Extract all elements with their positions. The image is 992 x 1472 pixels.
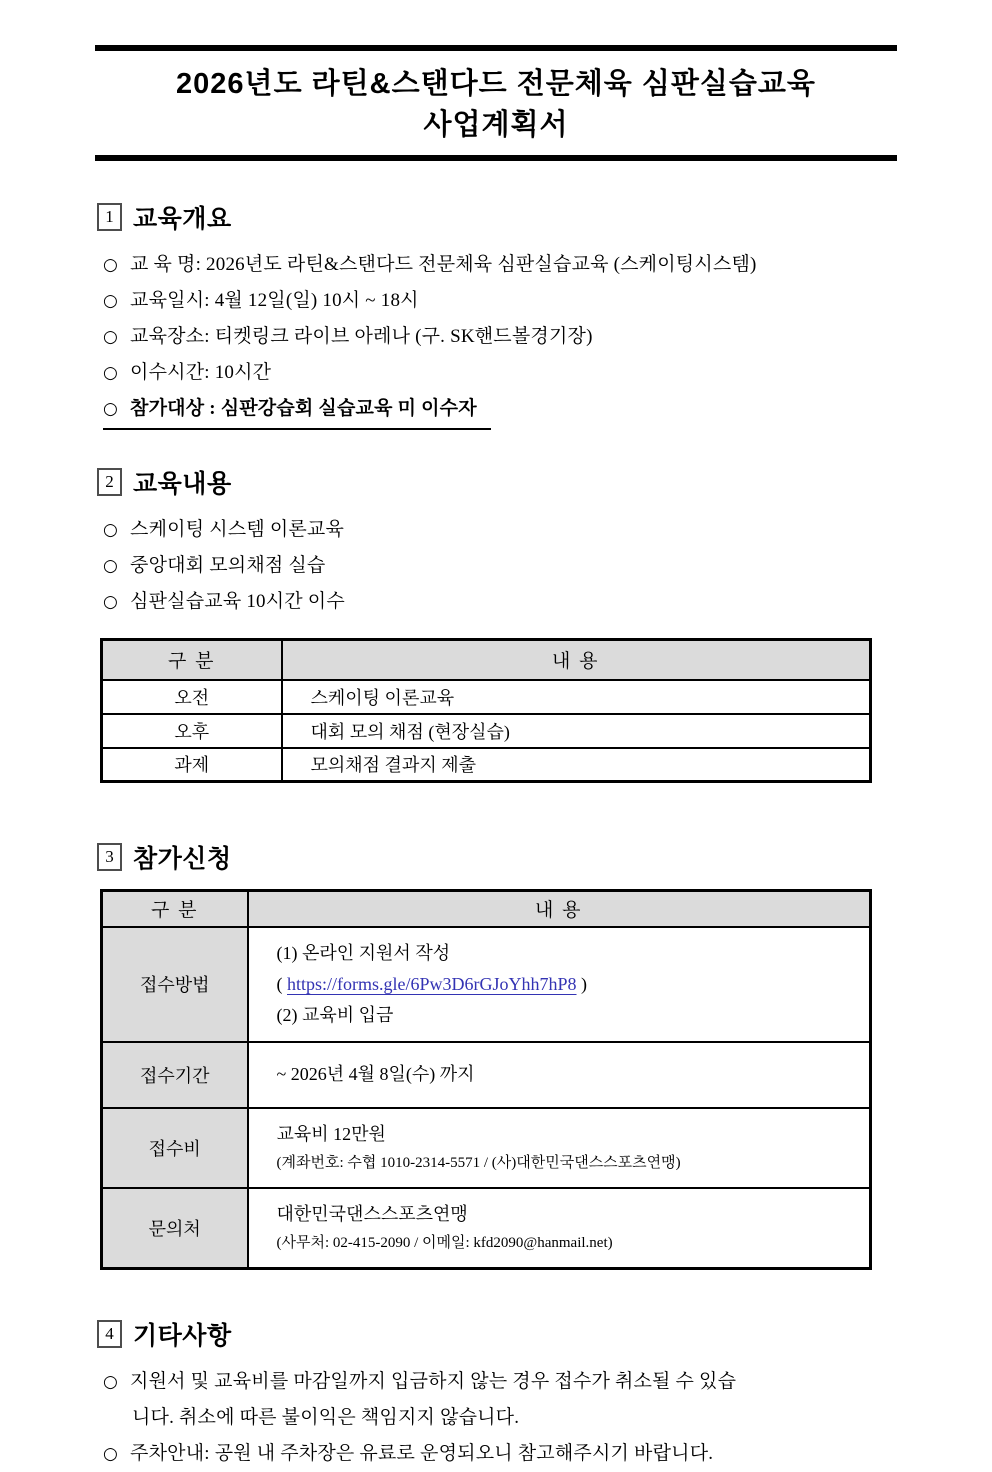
list-item-highlight (95, 391, 897, 430)
row-label: 과제 (102, 748, 282, 782)
section-number-box: 3 (97, 843, 122, 871)
content-bullet-list (95, 512, 897, 620)
circle-bullet-icon: ○ (103, 327, 119, 347)
circle-bullet-icon: ○ (103, 399, 119, 419)
period-text: ~ 2026년 4월 8일(수) 까지 (276, 1064, 475, 1084)
list-item (95, 1436, 897, 1472)
row-label: 접수기간 (102, 1042, 248, 1108)
schedule-table (100, 638, 872, 783)
contact-org: 대한민국댄스스포츠연맹 (276, 1203, 468, 1224)
list-item (95, 1364, 897, 1400)
section-heading-application (97, 839, 897, 875)
column-header-category: 구 분 (102, 891, 248, 927)
fee-account: (계좌번호: 수협 1010-2314-5571 / (사)대한민국댄스스포츠연맹) (276, 1154, 681, 1171)
section-heading-label: 기타사항 (133, 1321, 232, 1350)
highlight-underline (103, 391, 491, 430)
list-item (95, 283, 897, 319)
section-overview (95, 199, 897, 430)
section-number-box: 1 (97, 203, 122, 231)
section-heading-label: 참가신청 (133, 845, 232, 873)
method-step2: (2) 교육비 입금 (276, 1004, 394, 1025)
row-value: 모의채점 결과지 제출 (282, 748, 871, 782)
list-item-continuation: 니다. 취소에 따른 불이익은 책임지지 않습니다. (132, 1406, 520, 1428)
row-value (248, 1042, 871, 1108)
row-value (248, 1188, 871, 1269)
table-header-row (102, 891, 871, 927)
column-header-detail: 내 용 (248, 891, 871, 927)
list-item-text: 교 육 명: 2026년도 라틴&스탠다드 전문체육 심판실습교육 (스케이팅시스템) (130, 254, 757, 275)
circle-bullet-icon: ○ (103, 291, 119, 311)
circle-bullet-icon: ○ (103, 363, 119, 383)
method-link-line (277, 969, 856, 1000)
list-item-text: 중앙대회 모의채점 실습 (130, 555, 326, 576)
section-number-box: 4 (97, 1320, 122, 1348)
table-row (102, 748, 871, 782)
table-row-contact (102, 1188, 871, 1269)
page-title-line2: 사업계획서 (423, 109, 569, 141)
page-title-line1: 2026년도 라틴&스탠다드 전문체육 심판실습교육 (176, 68, 816, 100)
document-page (95, 45, 897, 1472)
title-block (95, 45, 897, 161)
section-heading-label: 교육내용 (133, 470, 232, 498)
overview-bullet-list (95, 247, 897, 430)
table-row (102, 714, 871, 748)
table-row-method (102, 927, 871, 1042)
list-item-text: 교육일시: 4월 12일(일) 10시 ~ 18시 (130, 290, 419, 311)
section-number-box: 2 (97, 468, 122, 496)
list-item-text: 지원서 및 교육비를 마감일까지 입금하지 않는 경우 접수가 취소될 수 있습 (130, 1370, 737, 1392)
page-title (95, 51, 897, 155)
list-item (95, 512, 897, 548)
circle-bullet-icon: ○ (103, 520, 119, 540)
table-row (102, 680, 871, 714)
column-header-detail: 내 용 (282, 640, 871, 680)
circle-bullet-icon: ○ (103, 1443, 119, 1464)
circle-bullet-icon: ○ (103, 1371, 119, 1392)
list-item (95, 247, 897, 283)
section-application (95, 839, 897, 1270)
column-header-category: 구 분 (102, 640, 282, 680)
list-item (95, 584, 897, 620)
link-close-paren: ) (576, 973, 588, 994)
list-item-text: 심판실습교육 10시간 이수 (130, 591, 345, 612)
contact-info: (사무처: 02-415-2090 / 이메일: kfd2090@hanmail.net) (276, 1234, 613, 1251)
row-value (248, 1108, 871, 1188)
section-misc (95, 1316, 897, 1472)
list-item-text: 이수시간: 10시간 (130, 362, 272, 383)
misc-bullet-list (95, 1364, 897, 1472)
method-step1: (1) 온라인 지원서 작성 (276, 942, 451, 963)
list-item (95, 355, 897, 391)
row-label: 오후 (102, 714, 282, 748)
table-header-row (102, 640, 871, 680)
list-item-text: 교육장소: 티켓링크 라이브 아레나 (구. SK핸드볼경기장) (130, 326, 593, 347)
section-content (95, 464, 897, 783)
list-item-text: 스케이팅 시스템 이론교육 (130, 519, 345, 540)
section-heading-misc (97, 1316, 897, 1352)
row-label: 오전 (102, 680, 282, 714)
list-item-text: 주차안내: 공원 내 주차장은 유료로 운영되오니 참고해주시기 바랍니다. (130, 1442, 714, 1464)
row-value (248, 927, 871, 1042)
list-item (95, 319, 897, 355)
section-heading-label: 교육개요 (133, 205, 232, 233)
list-item-text: 참가대상 : 심판강습회 실습교육 미 이수자 (130, 398, 477, 419)
link-open-paren: ( (276, 973, 287, 994)
section-heading-content (97, 464, 897, 500)
table-row-fee (102, 1108, 871, 1188)
title-rule-bottom (95, 155, 897, 161)
circle-bullet-icon: ○ (103, 592, 119, 612)
table-row-period (102, 1042, 871, 1108)
list-item (95, 548, 897, 584)
application-form-link[interactable]: https://forms.gle/6Pw3D6rGJoYhh7hP8 (287, 973, 577, 994)
application-table (100, 889, 872, 1270)
circle-bullet-icon: ○ (103, 556, 119, 576)
section-heading-overview (97, 199, 897, 235)
fee-amount: 교육비 12만원 (276, 1123, 386, 1144)
row-label: 문의처 (102, 1188, 248, 1269)
row-label: 접수방법 (102, 927, 248, 1042)
row-value: 대회 모의 채점 (현장실습) (282, 714, 871, 748)
row-value: 스케이팅 이론교육 (282, 680, 871, 714)
row-label: 접수비 (102, 1108, 248, 1188)
circle-bullet-icon: ○ (103, 255, 119, 275)
